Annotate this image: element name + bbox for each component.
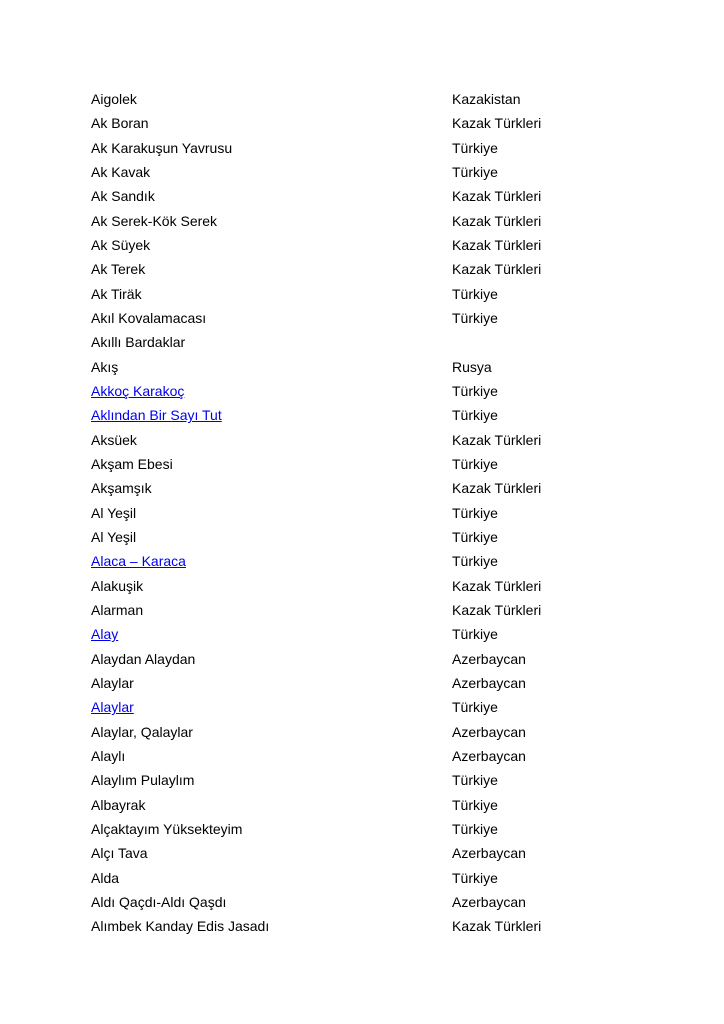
game-name: Alçı Tava <box>91 845 148 862</box>
table-row <box>91 233 571 257</box>
game-region-table <box>91 87 571 938</box>
table-row <box>91 817 571 841</box>
game-name: Alaydan Alaydan <box>91 650 196 667</box>
table-row <box>91 768 571 792</box>
game-name: Ak Kavak <box>91 163 151 180</box>
game-region: Kazak Türkleri <box>452 431 542 448</box>
table-row <box>91 379 571 403</box>
game-region: Kazakistan <box>452 91 521 107</box>
game-region: Türkiye <box>452 382 498 399</box>
game-name-link[interactable]: Aklından Bir Sayı Tut <box>91 407 222 424</box>
table-row <box>91 306 571 330</box>
game-name: Akşamşık <box>91 480 152 497</box>
table-row <box>91 501 571 525</box>
game-name: Ak Süyek <box>91 236 151 253</box>
game-name: Aksüek <box>91 431 137 448</box>
game-name: Al Yeşil <box>91 528 137 545</box>
game-name: Alaylım Pulaylım <box>91 772 195 789</box>
table-row <box>91 866 571 890</box>
game-region: Azerbaycan <box>452 723 526 740</box>
game-name: Alarman <box>91 601 144 618</box>
table-row <box>91 549 571 573</box>
table-row <box>91 330 571 354</box>
game-region: Azerbaycan <box>452 674 526 691</box>
game-name: Alda <box>91 869 120 886</box>
table-row <box>91 841 571 865</box>
table-row <box>91 647 571 671</box>
table-row <box>91 160 571 184</box>
table-row <box>91 622 571 646</box>
game-name-link[interactable]: Alay <box>91 626 119 643</box>
game-region: Türkiye <box>452 504 498 521</box>
table-row <box>91 355 571 379</box>
game-region: Rusya <box>452 358 492 375</box>
game-name: Al Yeşil <box>91 504 137 521</box>
game-region: Türkiye <box>452 163 498 180</box>
table-row <box>91 209 571 233</box>
game-name: Ak Boran <box>91 115 149 132</box>
game-region: Türkiye <box>452 553 498 570</box>
game-region: Türkiye <box>452 285 498 302</box>
table-row <box>91 282 571 306</box>
table-row <box>91 793 571 817</box>
table-row <box>91 257 571 281</box>
table-row <box>91 476 571 500</box>
game-name: Albayrak <box>91 796 146 813</box>
game-region: Azerbaycan <box>452 747 526 764</box>
game-region: Azerbaycan <box>452 845 526 862</box>
table-row <box>91 525 571 549</box>
game-region: Kazak Türkleri <box>452 115 542 132</box>
game-region: Kazak Türkleri <box>452 480 542 497</box>
game-region: Türkiye <box>452 699 498 716</box>
game-region: Kazak Türkleri <box>452 577 542 594</box>
game-region: Kazak Türkleri <box>452 188 542 205</box>
table-row <box>91 720 571 744</box>
game-region: Türkiye <box>452 455 498 472</box>
game-region: Türkiye <box>452 869 498 886</box>
game-region: Kazak Türkleri <box>452 918 542 935</box>
game-region: Türkiye <box>452 626 498 643</box>
game-name: Alçaktayım Yüksekteyim <box>91 820 243 837</box>
game-name: Aigolek <box>91 91 137 107</box>
game-region: Türkiye <box>452 772 498 789</box>
table-row <box>91 574 571 598</box>
game-region: Türkiye <box>452 796 498 813</box>
table-row <box>91 744 571 768</box>
game-name: Akşam Ebesi <box>91 455 173 472</box>
table-row <box>91 598 571 622</box>
table-row <box>91 184 571 208</box>
table-row <box>91 695 571 719</box>
table-row <box>91 87 571 111</box>
game-region: Azerbaycan <box>452 650 526 667</box>
game-region: Kazak Türkleri <box>452 236 542 253</box>
game-name: Alakuşik <box>91 577 144 594</box>
game-name: Ak Terek <box>91 261 146 278</box>
table-row <box>91 111 571 135</box>
table-row <box>91 428 571 452</box>
game-region: Azerbaycan <box>452 893 526 910</box>
game-name: Alaylar <box>91 674 134 691</box>
game-name: Ak Tiräk <box>91 285 142 302</box>
table-row <box>91 671 571 695</box>
table-row <box>91 403 571 427</box>
game-region: Kazak Türkleri <box>452 261 542 278</box>
game-name: Alaylı <box>91 747 126 764</box>
game-name: Ak Karakuşun Yavrusu <box>91 139 233 156</box>
game-region: Türkiye <box>452 309 498 326</box>
game-name: Aldı Qaçdı-Aldı Qaşdı <box>91 893 227 910</box>
table-row <box>91 136 571 160</box>
game-name: Alaylar, Qalaylar <box>91 723 193 740</box>
table-row <box>91 914 571 938</box>
game-region: Kazak Türkleri <box>452 212 542 229</box>
game-name: Ak Sandık <box>91 188 155 205</box>
game-name-link[interactable]: Alaylar <box>91 699 134 716</box>
game-region: Türkiye <box>452 820 498 837</box>
game-region: Kazak Türkleri <box>452 601 542 618</box>
game-name-link[interactable]: Alaca – Karaca <box>91 553 186 570</box>
game-name: Alımbek Kanday Edis Jasadı <box>91 918 270 935</box>
game-region: Türkiye <box>452 139 498 156</box>
game-name-link[interactable]: Akkoç Karakoç <box>91 382 185 399</box>
game-region: Türkiye <box>452 407 498 424</box>
table-row <box>91 452 571 476</box>
game-name: Akıllı Bardaklar <box>91 334 186 351</box>
game-region: Türkiye <box>452 528 498 545</box>
table-row <box>91 890 571 914</box>
game-name: Akış <box>91 358 119 375</box>
game-name: Ak Serek-Kök Serek <box>91 212 218 229</box>
game-name: Akıl Kovalamacası <box>91 309 207 326</box>
